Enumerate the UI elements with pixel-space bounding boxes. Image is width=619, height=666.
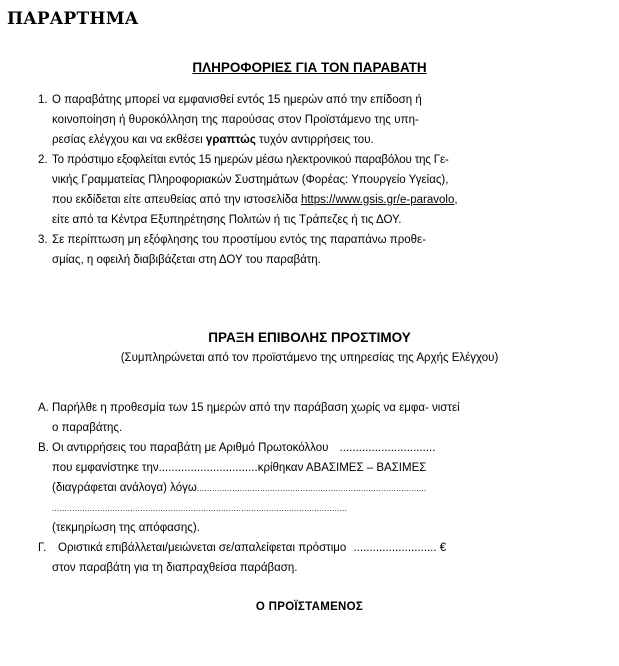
fine-item-a-line-2: ο παραβάτης. bbox=[52, 422, 123, 434]
fine-section-title: ΠΡΑΞΗ ΕΠΙΒΟΛΗΣ ΠΡΟΣΤΙΜΟΥ bbox=[208, 330, 411, 345]
item-number: 1. bbox=[38, 94, 48, 106]
fine-item-c-line-1: Οριστικά επιβάλλεται/μειώνεται σε/απαλείφεται πρόστιμο .......................... € bbox=[58, 542, 447, 554]
item-number: Α. bbox=[38, 402, 49, 414]
euro-sign: € bbox=[439, 542, 447, 554]
item-number: Β. bbox=[38, 442, 49, 454]
fine-item-b bbox=[38, 438, 468, 538]
appearance-date-field[interactable]: ............................... bbox=[158, 462, 258, 474]
signature-title: Ο ΠΡΟΪΣΤΑΜΕΝΟΣ bbox=[255, 601, 364, 613]
fine-item-b-line-4 bbox=[52, 498, 347, 519]
info-item-3-line-2: σμίας, η οφειλή διαβιβάζεται στη ΔΟΥ του παραβάτη. bbox=[52, 254, 321, 266]
fine-item-c bbox=[38, 538, 468, 578]
info-section-title bbox=[0, 60, 619, 75]
info-item-2-line-1: Το πρόστιμο εξοφλείται εντός 15 ημερών μέσω ηλεκτρονικού παραβόλου της Γε- bbox=[52, 154, 449, 166]
item-number: 2. bbox=[38, 154, 48, 166]
fine-item-b-line-1: Οι αντιρρήσεις του παραβάτη με Αριθμό Πρωτοκόλλου .............................. bbox=[52, 442, 436, 454]
info-item-1-line-3: ρεσίας ελέγχου και να εκθέσει γραπτώς τυχόν αντιρρήσεις του. bbox=[52, 134, 374, 146]
fine-item-b-line-2: που εμφανίστηκε την...............................κρίθηκαν ΑΒΑΣΙΜΕΣ – ΒΑΣΙΜΕΣ bbox=[52, 462, 427, 474]
info-section-title-text: ΠΛΗΡΟΦΟΡΙΕΣ ΓΙΑ ΤΟΝ ΠΑΡΑΒΑΤΗ bbox=[192, 60, 427, 75]
reason-field-continued[interactable]: ..................................................................................................................... bbox=[52, 504, 348, 513]
fine-item-a bbox=[38, 398, 468, 438]
fine-item-a-line-1: Παρήλθε η προθεσμία των 15 ημερών από την παράβαση χωρίς να εμφα- νιστεί bbox=[52, 402, 460, 414]
info-item-2 bbox=[38, 150, 458, 230]
appendix-title: ΠΑΡΑΡΤΗΜΑ bbox=[7, 9, 139, 29]
fine-item-b-line-5: (τεκμηρίωση της απόφασης). bbox=[52, 522, 200, 534]
info-item-2-line-4: είτε από τα Κέντρα Εξυπηρέτησης Πολιτών ή τις Τράπεζες ή τις ΔΟΥ. bbox=[52, 214, 402, 226]
emphasis-in-writing: γραπτώς bbox=[205, 134, 256, 146]
info-item-3-line-1: Σε περίπτωση μη εξόφλησης του προστίμου εντός της παραπάνω προθε- bbox=[52, 234, 427, 246]
item-number: 3. bbox=[38, 234, 48, 246]
info-item-1-line-2: κοινοποίηση ή θυροκόλληση της παρούσας στον Προϊστάμενο της υπη- bbox=[52, 114, 419, 126]
info-item-2-line-2: νικής Γραμματείας Πληροφοριακών Συστημάτων (Φορέας: Υπουργείο Υγείας), bbox=[52, 174, 449, 186]
info-item-1 bbox=[38, 90, 458, 150]
item-number: Γ. bbox=[38, 542, 47, 554]
reason-field[interactable]: ........................................................................................... bbox=[196, 484, 427, 493]
info-item-3 bbox=[38, 230, 458, 270]
fine-item-b-line-3: (διαγράφεται ανάλογα) λόγω........................................................................................... bbox=[52, 482, 427, 494]
fine-item-c-line-2: στον παραβάτη για τη διαπραχθείσα παράβαση. bbox=[52, 562, 298, 574]
protocol-number-field[interactable]: .............................. bbox=[339, 442, 436, 454]
fine-section-subtitle: (Συμπληρώνεται από τον προϊστάμενο της υπηρεσίας της Αρχής Ελέγχου) bbox=[120, 352, 499, 364]
gsis-e-paravolo-link[interactable]: https://www.gsis.gr/e-paravolo bbox=[300, 194, 455, 206]
info-item-1-line-1: Ο παραβάτης μπορεί να εμφανισθεί εντός 15 ημερών από την επίδοση ή bbox=[52, 94, 422, 106]
fine-amount-field[interactable]: .......................... bbox=[353, 542, 437, 554]
info-item-2-line-3: που εκδίδεται είτε απευθείας από την ιστοσελίδα https://www.gsis.gr/e-paravolo, bbox=[52, 194, 458, 206]
